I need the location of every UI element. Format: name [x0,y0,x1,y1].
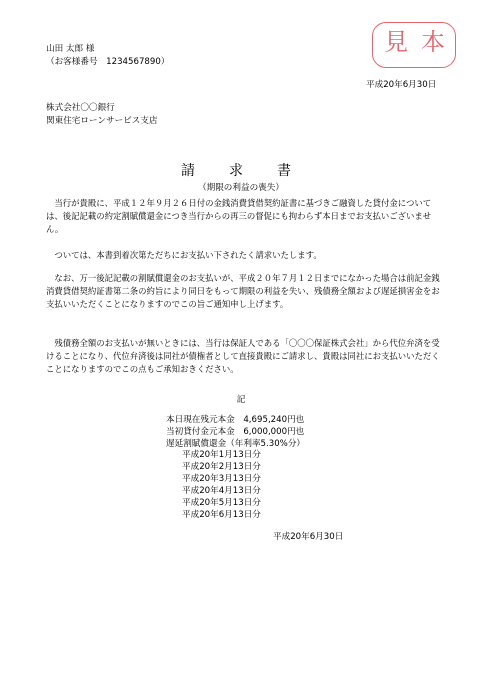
document-subtitle: （期限の利益の喪失） [198,183,284,193]
installment-item: 平成20年6月13日分 [182,510,261,520]
ki-heading: 記 [236,395,246,405]
delinquent-line: 遅延割賦償還金（年利率5.30%分） [166,439,306,449]
installment-item: 平成20年2月13日分 [182,462,261,472]
installment-item: 平成20年4月13日分 [182,486,261,496]
paragraph-3: なお、万一後記記載の割賦償還金のお支払いが、平成２０年７月１２日までになかった場合は前記金銭消費貸借契約証書第二条の約旨により同日をもって期限の利益を失い、残債務全額および遅延損害金をお支払いいただくことになりますのでこの旨ご通知申し上げます。 [46,273,440,309]
stamp-char-2: 本 [421,28,445,56]
document-title: 請 求 書 [181,163,301,179]
balance-line: 本日現在残元本金 4,695,240円也 [166,415,305,425]
closing-date: 平成20年6月30日 [273,532,344,542]
installment-item: 平成20年5月13日分 [182,498,261,508]
customer-number: （お客様番号 1234567890） [46,57,170,67]
paragraph-4: 残債務全額のお支払いが無いときには、当行は保証人である「〇〇〇保証株式会社」から代位弁済を受けることになり、代位弁済後は同社が債権者として直接貴殿にご請求し、貴殿は同社にお支払いいただくことになりますのでこの点もご承知おきください。 [46,338,440,374]
paragraph-1: 当行が貴殿に、平成１２年９月２６日付の金銭消費貸借契約証書に基づきご融資した貸付金については、後記記載の約定割賦償還金につき当行からの再三の督促にも拘わらず本日までお支払いございません。 [46,198,432,234]
stamp-char-1: 見 [384,28,408,56]
bank-name: 株式会社〇〇銀行 [46,103,115,113]
initial-principal-line: 当初貸付金元本金 6,000,000円也 [166,427,305,437]
paragraph-2: ついては、本書到着次第ただちにお支払い下されたく請求いたします。 [46,250,322,260]
installment-item: 平成20年3月13日分 [182,474,261,484]
recipient-name: 山田 太郎 様 [46,44,95,54]
sample-stamp [372,22,456,68]
branch-name: 関東住宅ローンサービス支店 [46,116,158,126]
issue-date: 平成20年6月30日 [366,80,437,90]
installment-item: 平成20年1月13日分 [182,450,261,460]
